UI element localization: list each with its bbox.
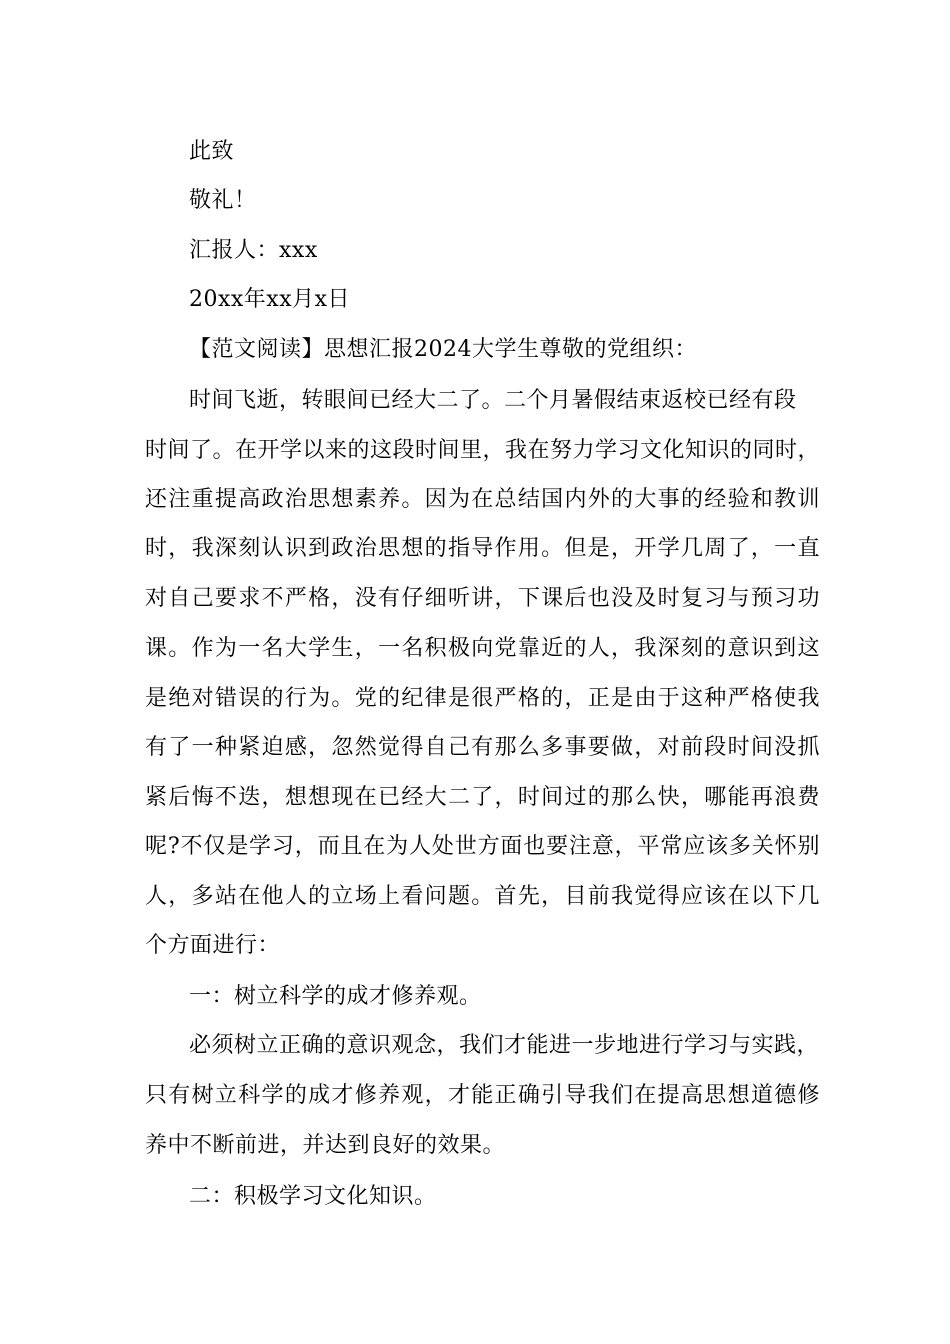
paragraph-1-line: 对自己要求不严格，没有仔细听讲，下课后也没及时复习与预习功	[145, 586, 820, 611]
paragraph-1-line: 时间了。在开学以来的这段时间里，我在努力学习文化知识的同时，	[145, 438, 821, 463]
paragraph-1-line: 人，多站在他人的立场上看问题。首先，目前我觉得应该在以下几	[145, 884, 820, 909]
paragraph-2-line: 只有树立科学的成才修养观，才能正确引导我们在提高思想道德修	[145, 1083, 820, 1108]
paragraph-1-line: 课。作为一名大学生，一名积极向党靠近的人，我深刻的意识到这	[145, 636, 820, 661]
paragraph-1-line: 紧后悔不迭，想想现在已经大二了，时间过的那么快，哪能再浪费	[145, 785, 820, 810]
paragraph-1-line: 是绝对错误的行为。党的纪律是很严格的，正是由于这种严格使我	[145, 686, 820, 711]
closing-salutation-1: 此致	[189, 139, 235, 164]
paragraph-2-line: 养中不断前进，并达到良好的效果。	[145, 1133, 506, 1158]
reporter-line: 汇报人：xxx	[189, 238, 318, 263]
article-heading: 【范文阅读】思想汇报2024大学生尊敬的党组织：	[189, 337, 697, 362]
paragraph-2-line: 必须树立正确的意识观念，我们才能进一步地进行学习与实践，	[189, 1033, 820, 1058]
paragraph-1-line: 还注重提高政治思想素养。因为在总结国内外的大事的经验和教训	[145, 487, 820, 512]
point-2-title: 二：积极学习文化知识。	[189, 1184, 437, 1209]
paragraph-1-line: 时，我深刻认识到政治思想的指导作用。但是，开学几周了，一直	[145, 536, 820, 561]
closing-salutation-2: 敬礼！	[189, 188, 257, 213]
date-line: 20xx年xx月x日	[189, 287, 351, 312]
paragraph-1-line: 呢?不仅是学习，而且在为人处世方面也要注意，平常应该多关怀别	[145, 834, 820, 859]
paragraph-1-line: 有了一种紧迫感，忽然觉得自己有那么多事要做，对前段时间没抓	[145, 735, 820, 760]
paragraph-1-line: 时间飞逝，转眼间已经大二了。二个月暑假结束返校已经有段	[189, 388, 797, 413]
paragraph-1-line: 个方面进行：	[145, 933, 281, 958]
point-1-title: 一：树立科学的成才修养观。	[189, 984, 482, 1009]
